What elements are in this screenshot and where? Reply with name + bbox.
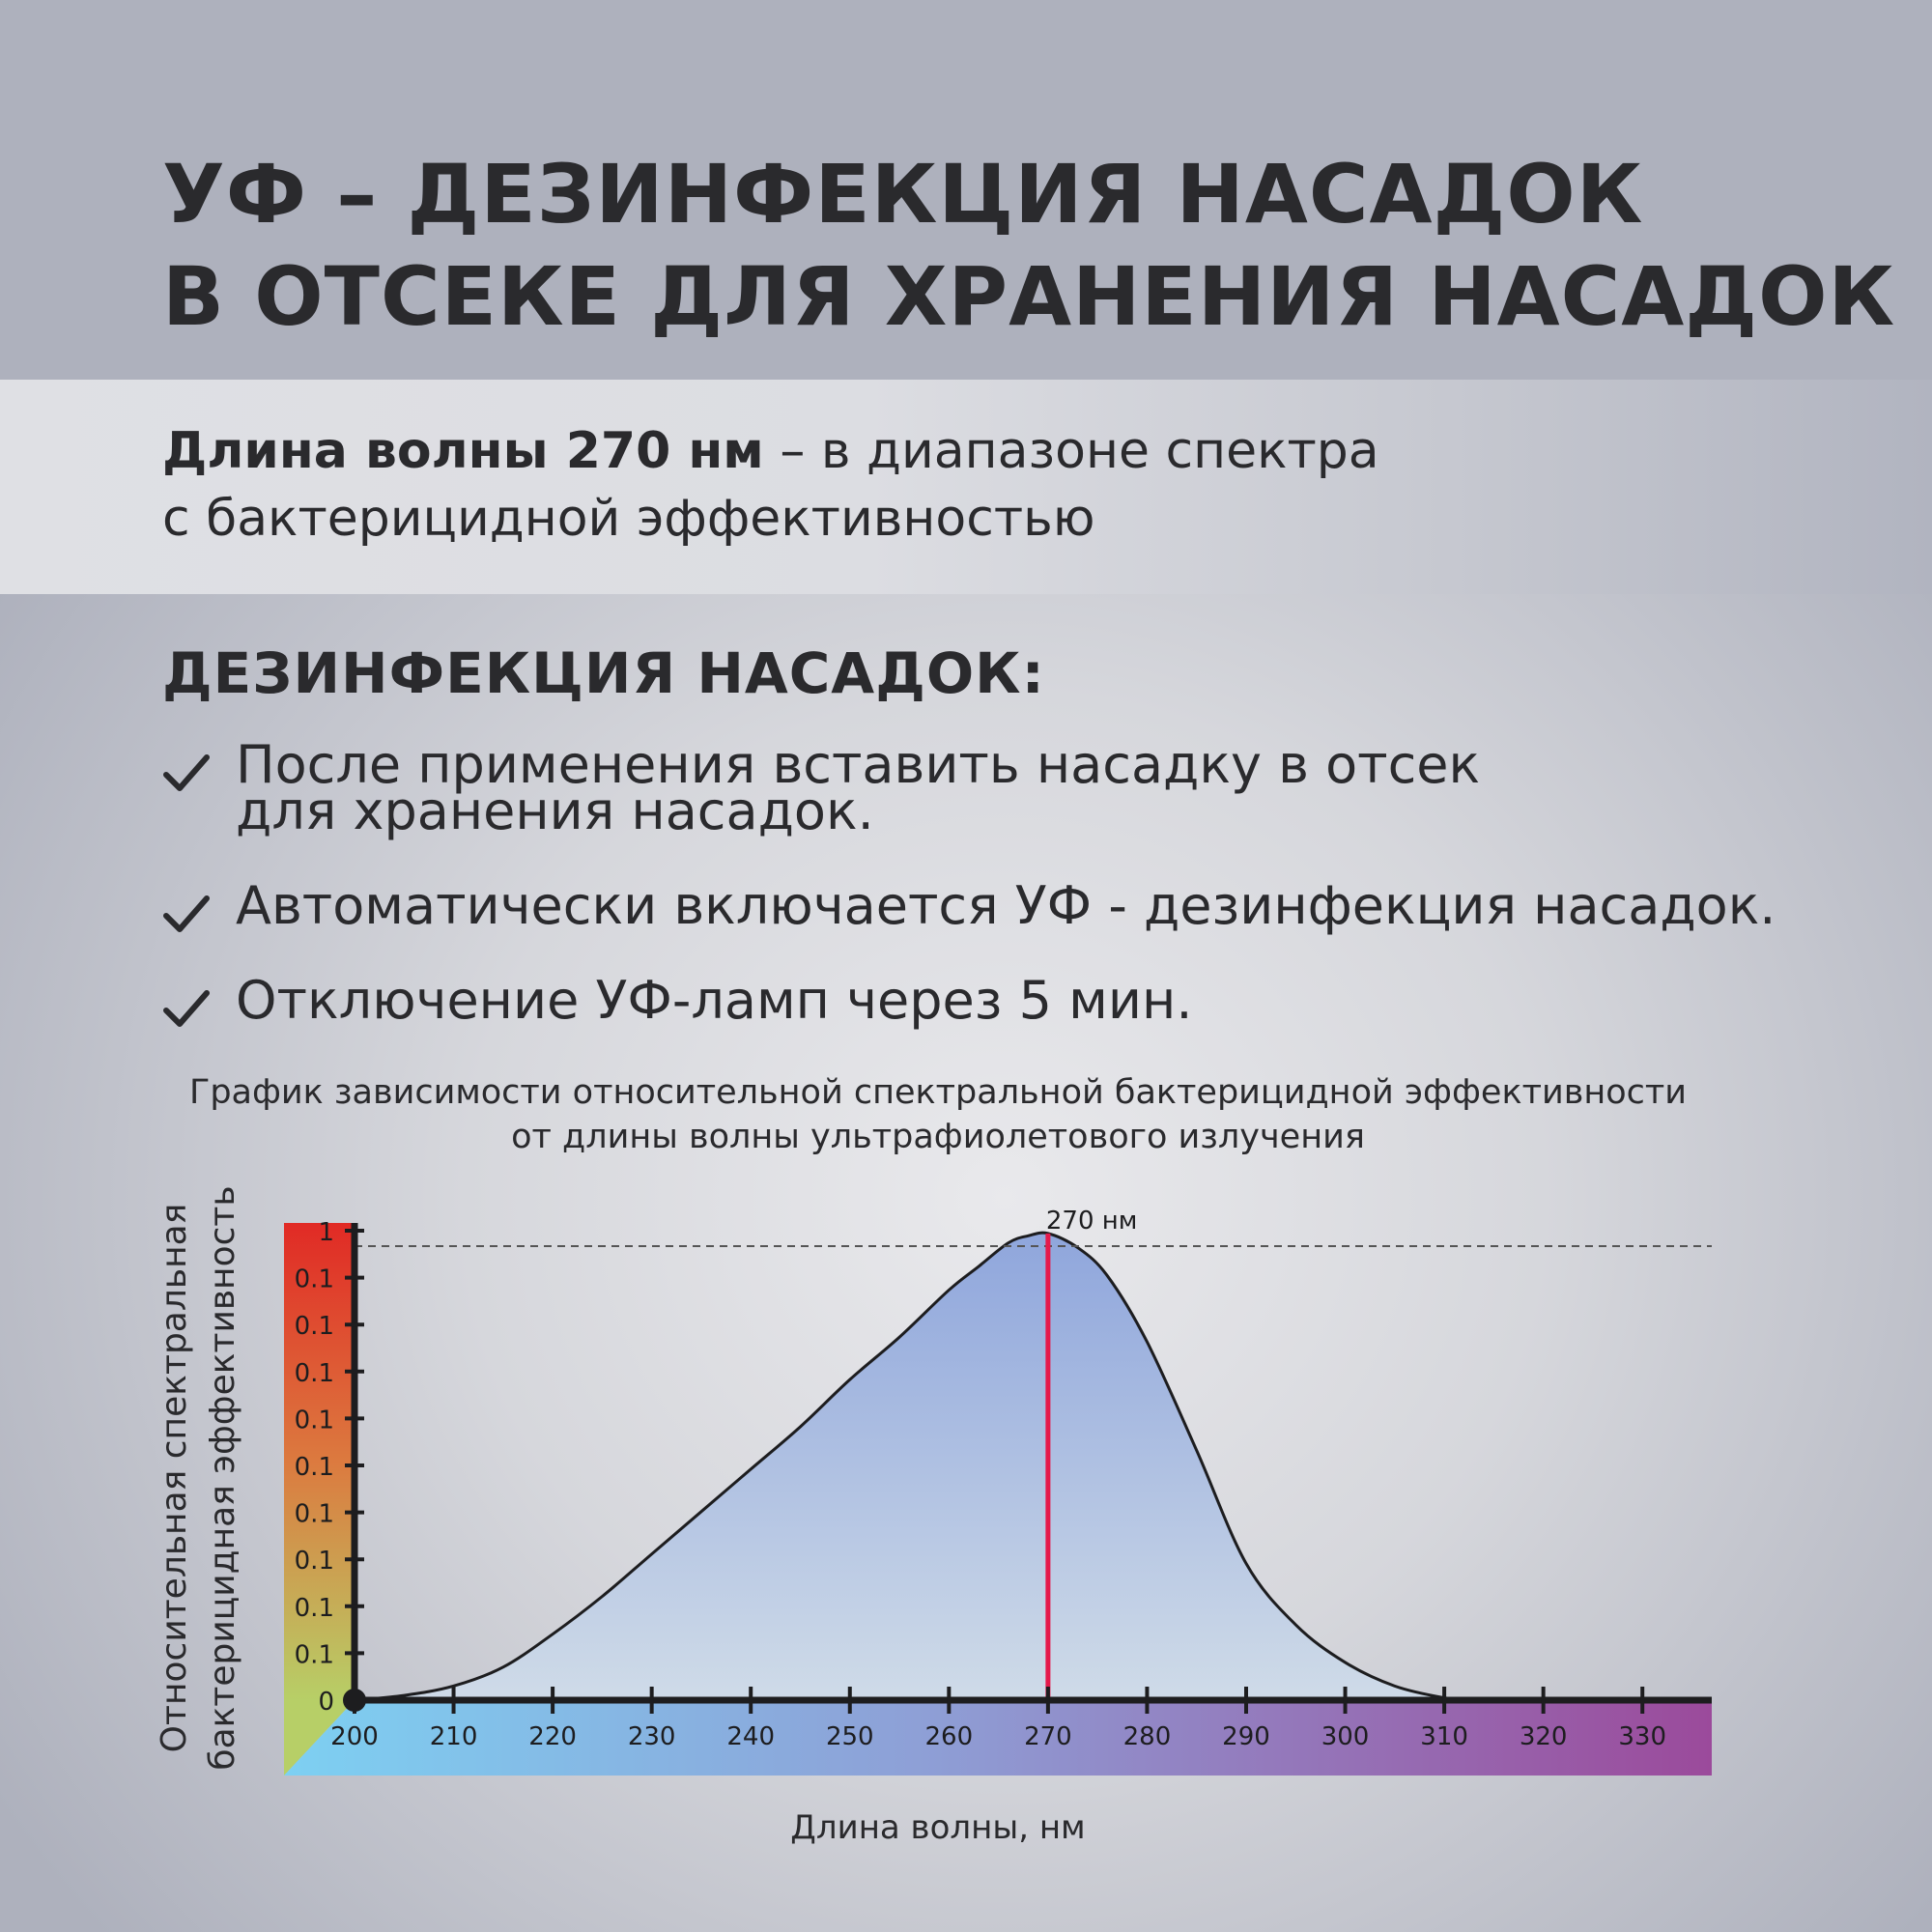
y-tick-label: 0.1 [294, 1264, 334, 1294]
chart-title-line-2: от длины волны ультрафиолетового излучения [511, 1118, 1365, 1156]
subtitle-line-2: с бактерицидной эффективностью [162, 490, 1095, 548]
x-tick-label: 280 [1122, 1722, 1172, 1751]
y-axis-title-line-1: Относительная спектральная [155, 1203, 194, 1753]
y-tick-label: 0.1 [294, 1593, 334, 1623]
subtitle-rest: – в диапазоне спектра [763, 422, 1379, 480]
chart-title-line-1: График зависимости относительной спектральной бактерицидной эффективности [188, 1073, 1688, 1112]
y-tick-label: 0.1 [294, 1453, 334, 1482]
x-tick-label: 210 [429, 1722, 478, 1751]
x-tick-label: 310 [1420, 1722, 1468, 1751]
section-heading: ДЕЗИНФЕКЦИЯ НАСАДОК: [162, 640, 1045, 706]
y-tick-label: 0.1 [294, 1358, 334, 1388]
y-tick-label: 0.1 [294, 1499, 334, 1529]
x-tick-label: 270 [1024, 1722, 1072, 1751]
checklist-item-1-line-1: После применения вставить насадку в отсек [236, 734, 1481, 795]
checklist-item-1-line-2: для хранения насадок. [236, 781, 874, 841]
x-tick-label: 330 [1618, 1722, 1667, 1751]
x-tick-label: 320 [1519, 1722, 1568, 1751]
y-axis-title-line-2: бактерицидная эффективность [203, 1185, 242, 1771]
title-line-2: В ОТСЕКЕ ДЛЯ ХРАНЕНИЯ НАСАДОК [162, 249, 1896, 344]
y-tick-label: 0.1 [294, 1312, 334, 1342]
y-tick-label: 0.1 [294, 1406, 334, 1435]
checklist-item-text: Отключение УФ-ламп через 5 мин. [236, 970, 1193, 1031]
curve-area [355, 1233, 1474, 1700]
title-line-1: УФ – ДЕЗИНФЕКЦИЯ НАСАДОК [162, 147, 1644, 242]
x-tick-label: 230 [627, 1722, 676, 1751]
x-tick-label: 300 [1321, 1722, 1370, 1751]
wavelength-marker-label: 270 нм [1045, 1207, 1138, 1236]
subtitle-wavelength: Длина волны 270 нм [162, 422, 764, 480]
x-axis-title: Длина волны, нм [790, 1808, 1086, 1847]
x-tick-label: 260 [924, 1722, 974, 1751]
y-tick-label: 1 [318, 1218, 334, 1247]
x-tick-label: 200 [330, 1722, 379, 1751]
x-tick-label: 220 [528, 1722, 577, 1751]
x-tick-label: 240 [726, 1722, 776, 1751]
y-tick-label: 0.1 [294, 1547, 334, 1577]
checklist-item-text: Автоматически включается УФ - дезинфекция насадок. [236, 875, 1776, 936]
x-tick-label: 250 [825, 1722, 874, 1751]
y-tick-label: 0.1 [294, 1640, 334, 1670]
x-tick-label: 290 [1222, 1722, 1270, 1751]
y-tick-label: 0 [318, 1688, 334, 1717]
x-axis-color-band [284, 1700, 1712, 1776]
